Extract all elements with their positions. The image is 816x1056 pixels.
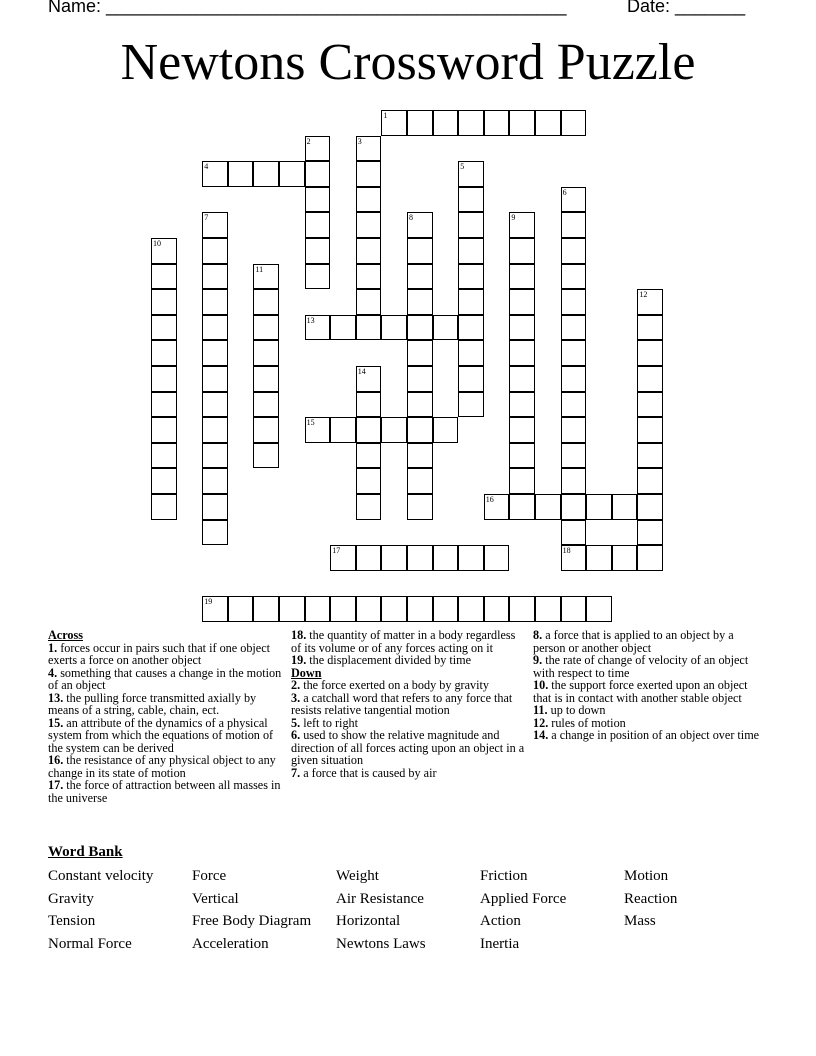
crossword-cell[interactable] [561,187,587,213]
clue-item [48,779,284,804]
crossword-cell[interactable] [561,392,587,418]
crossword-cell[interactable] [356,417,382,443]
crossword-cell[interactable] [356,366,382,392]
clue-number-label: 10. [533,678,549,692]
clue-number-label: 15. [48,715,64,730]
clue-number-label: 12. [533,715,549,730]
word-bank-item: Acceleration [192,936,269,952]
crossword-cell[interactable] [202,161,228,187]
clue-item [533,654,765,679]
clue-number-label: 4. [48,665,58,680]
clue-number: 11 [255,264,264,274]
clue-number-label: 14. [533,728,549,742]
crossword-cell[interactable] [458,340,484,366]
clue-text: the force of attraction between all masses in the universe [48,778,281,805]
clue-text: a force that is caused by air [300,765,437,780]
crossword-cell[interactable] [535,110,561,136]
clue-number-label: 8. [533,628,543,642]
crossword-cell[interactable] [458,238,484,264]
clues-column-2 [291,629,527,779]
clue-text: up to down [547,703,606,717]
crossword-cell[interactable] [407,392,433,418]
crossword-cell[interactable] [509,417,535,443]
clue-number-label: 7. [291,765,301,780]
crossword-cell[interactable] [637,494,663,520]
word-bank-item: Air Resistance [336,891,424,907]
crossword-cell[interactable] [356,545,382,571]
clue-number: 3 [357,136,362,146]
crossword-cell[interactable] [151,392,177,418]
crossword-cell[interactable] [407,443,433,469]
crossword-cell[interactable] [253,340,279,366]
crossword-cell[interactable] [407,289,433,315]
crossword-cell[interactable] [202,520,228,546]
clue-number-label: 1. [48,640,58,655]
crossword-cell[interactable] [484,494,510,520]
crossword-cell[interactable] [330,417,356,443]
crossword-cell[interactable] [561,596,587,622]
crossword-cell[interactable] [458,289,484,315]
crossword-cell[interactable] [253,443,279,469]
word-bank-item: Mass [624,913,656,929]
clue-text: the rate of change of velocity of an object with respect to time [533,653,749,680]
name-field-label: Name: ______________________________________________ [48,0,567,16]
crossword-cell[interactable] [151,417,177,443]
crossword-cell[interactable] [202,392,228,418]
clue-text: the quantity of matter in a body regardless of its volume or of any forces acting on it [291,628,516,655]
crossword-cell[interactable] [330,545,356,571]
crossword-cell[interactable] [228,161,254,187]
crossword-cell[interactable] [407,110,433,136]
word-bank-item: Vertical [192,891,239,907]
crossword-cell[interactable] [202,494,228,520]
crossword-cell[interactable] [561,289,587,315]
clue-text: the support force exerted upon an object that is in contact with another stable object [533,678,748,705]
clue-number: 4 [204,162,209,172]
crossword-cell[interactable] [561,520,587,546]
crossword-cell[interactable] [305,212,331,238]
crossword-cell[interactable] [433,315,459,341]
crossword-cell[interactable] [356,468,382,494]
crossword-cell[interactable] [253,315,279,341]
crossword-cell[interactable] [433,110,459,136]
crossword-cell[interactable] [637,545,663,571]
crossword-cell[interactable] [330,315,356,341]
crossword-cell[interactable] [356,596,382,622]
word-bank-item: Motion [624,868,669,884]
crossword-cell[interactable] [561,110,587,136]
crossword-cell[interactable] [202,264,228,290]
crossword-cell[interactable] [381,315,407,341]
crossword-cell[interactable] [458,392,484,418]
crossword-cell[interactable] [407,417,433,443]
clue-text: the resistance of any physical object to any change in its state of motion [48,753,276,780]
word-bank-item: Free Body Diagram [192,913,312,929]
clue-item [291,629,527,654]
clues-column-1 [48,629,284,804]
clue-number: 15 [306,418,315,428]
crossword-cell[interactable] [484,596,510,622]
clue-item [48,692,284,717]
crossword-cell[interactable] [509,366,535,392]
date-field-label: Date: _______ [627,0,746,16]
crossword-cell[interactable] [509,596,535,622]
crossword-cell[interactable] [305,417,331,443]
clue-number: 9 [511,213,516,223]
clue-number-label: 17. [48,778,64,792]
clue-text: the pulling force transmitted axially by means of a string, cable, chain, ect. [48,690,257,717]
page-title: Newtons Crossword Puzzle [120,34,696,91]
crossword-cell[interactable] [637,520,663,546]
clue-item [291,729,527,767]
clue-number: 6 [562,187,567,197]
clue-number-label: 19. [291,653,307,667]
crossword-cell[interactable] [637,392,663,418]
clue-section-heading: Down [291,665,322,680]
crossword-cell[interactable] [253,366,279,392]
crossword-cell[interactable] [637,340,663,366]
crossword-cell[interactable] [509,443,535,469]
clue-text: a catchall word that refers to any force that resists relative tangential motion [291,690,513,717]
crossword-cell[interactable] [151,443,177,469]
crossword-cell[interactable] [458,545,484,571]
clue-number-label: 9. [533,653,543,667]
word-bank-item: Constant velocity [48,868,154,884]
crossword-cell[interactable] [253,596,279,622]
crossword-cell[interactable] [561,315,587,341]
crossword-cell[interactable] [356,238,382,264]
crossword-cell[interactable] [381,596,407,622]
crossword-cell[interactable] [356,187,382,213]
crossword-cell[interactable] [458,264,484,290]
crossword-cell[interactable] [407,264,433,290]
crossword-cell[interactable] [356,315,382,341]
crossword-cell[interactable] [151,340,177,366]
clue-number-label: 5. [291,715,301,730]
crossword-cell[interactable] [484,545,510,571]
crossword-cell[interactable] [407,238,433,264]
crossword-cell[interactable] [202,289,228,315]
crossword-cell[interactable] [586,494,612,520]
crossword-cell[interactable] [637,315,663,341]
clue-text: a change in position of an object over time [548,728,760,742]
clue-text: something that causes a change in the motion of an object [48,665,282,692]
crossword-cell[interactable] [586,545,612,571]
clue-number: 1 [383,111,388,120]
crossword-cell[interactable] [561,366,587,392]
word-bank-title: Word Bank [48,844,123,860]
crossword-cell[interactable] [202,366,228,392]
crossword-cell[interactable] [305,136,331,162]
crossword-cell[interactable] [381,417,407,443]
crossword-cell[interactable] [356,289,382,315]
crossword-cell[interactable] [458,366,484,392]
word-bank-item: Normal Force [48,936,132,952]
crossword-cell[interactable] [407,212,433,238]
word-bank-item: Weight [336,868,379,884]
crossword-cell[interactable] [279,161,305,187]
crossword-cell[interactable] [561,212,587,238]
clue-number: 12 [639,290,648,300]
crossword-cell[interactable] [407,340,433,366]
crossword-cell[interactable] [561,545,587,571]
crossword-cell[interactable] [637,443,663,469]
crossword-cell[interactable] [407,315,433,341]
crossword-cell[interactable] [509,315,535,341]
crossword-cell[interactable] [356,264,382,290]
crossword-cell[interactable] [509,264,535,290]
crossword-cell[interactable] [458,187,484,213]
crossword-cell[interactable] [356,212,382,238]
crossword-cell[interactable] [253,264,279,290]
clue-number-label: 6. [291,728,301,742]
word-bank-item: Applied Force [480,891,567,907]
crossword-cell[interactable] [381,545,407,571]
crossword-cell[interactable] [509,392,535,418]
crossword-cell[interactable] [356,494,382,520]
clue-text: a force that is applied to an object by a person or another object [533,628,734,655]
crossword-cell[interactable] [509,110,535,136]
crossword-cell[interactable] [535,494,561,520]
word-bank-item: Friction [480,868,528,884]
crossword-cell[interactable] [458,212,484,238]
clue-item [48,642,284,667]
clues-column-3 [533,629,765,742]
clue-item [48,754,284,779]
crossword-cell[interactable] [561,238,587,264]
clue-number-label: 18. [291,628,307,642]
crossword-cell[interactable] [151,289,177,315]
word-bank-item: Horizontal [336,913,401,929]
crossword-cell[interactable] [330,596,356,622]
crossword-cell[interactable] [484,110,510,136]
word-bank-item: Action [480,913,521,929]
clue-item [533,629,765,654]
word-bank-item: Reaction [624,891,678,907]
crossword-cell[interactable] [305,161,331,187]
crossword-cell[interactable] [561,443,587,469]
clue-number: 5 [460,162,465,172]
crossword-cell[interactable] [202,315,228,341]
crossword-cell[interactable] [561,264,587,290]
crossword-cell[interactable] [586,596,612,622]
word-bank-item: Newtons Laws [336,936,426,952]
clue-text: the displacement divided by time [306,653,472,667]
clue-item [48,717,284,755]
crossword-cell[interactable] [151,494,177,520]
crossword-cell[interactable] [637,289,663,315]
crossword-cell[interactable] [279,596,305,622]
clue-text: rules of motion [548,715,626,730]
crossword-cell[interactable] [612,545,638,571]
clue-number: 10 [153,239,161,248]
crossword-cell[interactable] [561,468,587,494]
crossword-cell[interactable] [356,392,382,418]
crossword-cell[interactable] [151,315,177,341]
crossword-cell[interactable] [151,264,177,290]
word-bank-item: Gravity [48,891,94,907]
crossword-cell[interactable] [509,238,535,264]
clue-number: 18 [562,546,571,556]
crossword-cell[interactable] [381,110,407,136]
crossword-cell[interactable] [433,545,459,571]
crossword-cell[interactable] [433,417,459,443]
clue-number: 8 [409,213,413,223]
clue-number-label: 11. [533,703,548,717]
crossword-cell[interactable] [561,494,587,520]
word-bank-item: Tension [48,913,96,929]
crossword-cell[interactable] [151,238,177,264]
clue-number: 14 [357,367,366,376]
crossword-cell[interactable] [202,468,228,494]
clue-item [291,692,527,717]
crossword-cell[interactable] [305,315,331,341]
clue-section-heading: Across [48,628,83,642]
crossword-cell[interactable] [407,596,433,622]
word-bank-item: Inertia [480,936,520,952]
crossword-cell[interactable] [433,596,459,622]
clue-text: an attribute of the dynamics of a physical system from which the equations of motion of the system can be derived [48,715,274,755]
clue-number: 7 [204,213,209,223]
crossword-cell[interactable] [202,443,228,469]
clue-item [48,667,284,692]
crossword-cell[interactable] [305,264,331,290]
crossword-cell[interactable] [407,494,433,520]
crossword-cell[interactable] [202,596,228,622]
crossword-cell[interactable] [509,340,535,366]
crossword-cell[interactable] [356,136,382,162]
crossword-cell[interactable] [356,161,382,187]
crossword-cell[interactable] [253,161,279,187]
crossword-cell[interactable] [458,315,484,341]
clue-item [533,679,765,704]
crossword-cell[interactable] [407,366,433,392]
crossword-cell[interactable] [228,596,254,622]
crossword-cell[interactable] [561,340,587,366]
crossword-cell[interactable] [202,238,228,264]
clue-text: the force exerted on a body by gravity [300,678,489,692]
word-bank-item: Force [192,868,227,884]
clue-item [291,654,527,667]
clue-number: 19 [204,597,213,607]
clue-number: 2 [306,136,311,146]
crossword-cell[interactable] [356,443,382,469]
crossword-cell[interactable] [535,596,561,622]
crossword-cell[interactable] [637,468,663,494]
crossword-cell[interactable] [407,545,433,571]
clue-item [291,767,527,780]
crossword-cell[interactable] [407,468,433,494]
clue-text: forces occur in pairs such that if one object exerts a force on another object [48,640,271,667]
crossword-cell[interactable] [637,366,663,392]
crossword-cell[interactable] [253,392,279,418]
crossword-cell[interactable] [305,596,331,622]
clue-number-label: 2. [291,678,301,692]
crossword-cell[interactable] [637,417,663,443]
crossword-cell[interactable] [458,161,484,187]
crossword-cell[interactable] [305,238,331,264]
crossword-cell[interactable] [253,417,279,443]
clue-item [533,729,765,742]
crossword-cell[interactable] [305,187,331,213]
crossword-cell[interactable] [202,212,228,238]
crossword-cell[interactable] [509,468,535,494]
crossword-cell[interactable] [509,289,535,315]
crossword-cell[interactable] [458,596,484,622]
crossword-cell[interactable] [151,366,177,392]
crossword-cell[interactable] [612,494,638,520]
clue-number: 16 [485,495,494,504]
crossword-cell[interactable] [253,289,279,315]
crossword-cell[interactable] [509,494,535,520]
crossword-cell[interactable] [202,417,228,443]
clue-number: 13 [306,315,315,325]
clue-number-label: 13. [48,690,64,705]
clue-text: left to right [300,715,359,730]
crossword-cell[interactable] [458,110,484,136]
crossword-cell[interactable] [151,468,177,494]
clue-number-label: 3. [291,690,301,705]
clue-number-label: 16. [48,753,64,767]
clue-number: 17 [332,546,341,556]
crossword-cell[interactable] [509,212,535,238]
crossword-cell[interactable] [202,340,228,366]
crossword-cell[interactable] [561,417,587,443]
clue-text: used to show the relative magnitude and direction of all forces acting upon an object in a given situation [291,728,525,767]
